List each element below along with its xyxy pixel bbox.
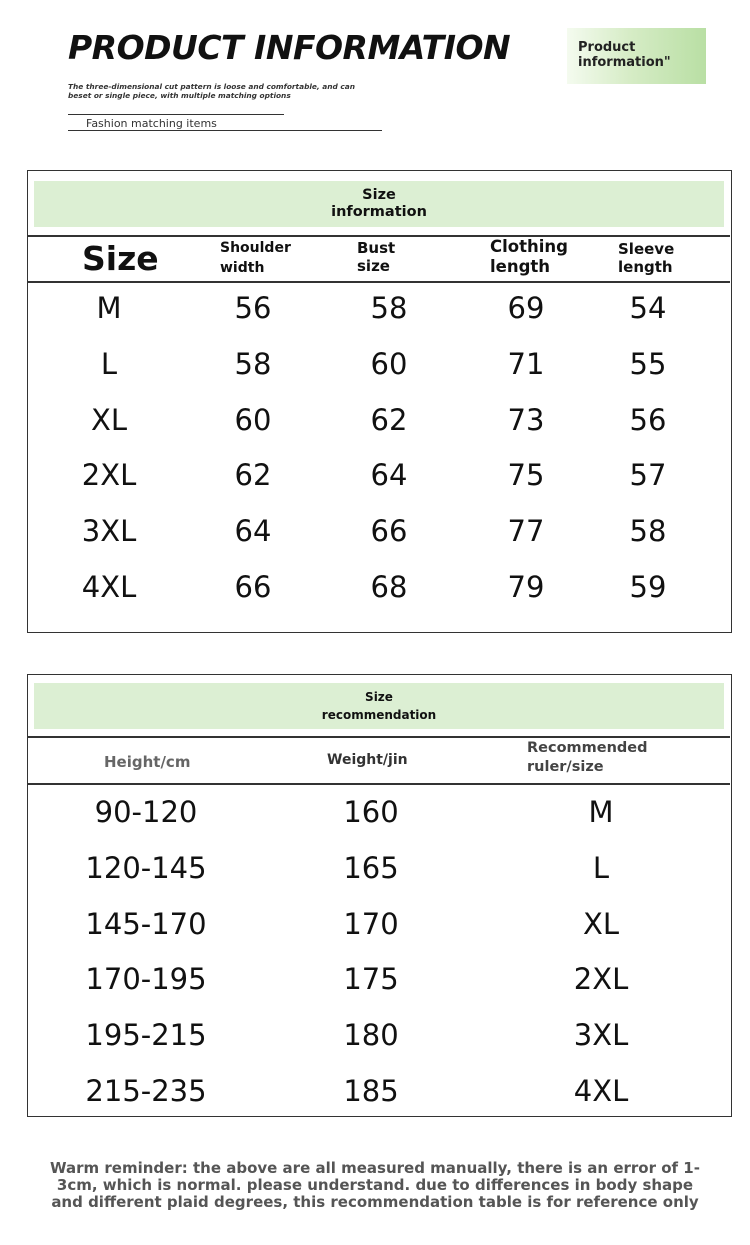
- bust-cell: 60: [370, 347, 408, 381]
- size-cell: 2XL: [81, 458, 137, 492]
- banner-label: Size information: [331, 187, 427, 220]
- column-header-size: Size: [82, 239, 159, 278]
- bust-cell: 68: [370, 570, 408, 604]
- length-cell: 73: [507, 403, 545, 437]
- recommended-size-cell: M: [588, 795, 614, 829]
- recommended-size-cell: 4XL: [573, 1074, 629, 1108]
- size-cell: M: [96, 291, 122, 325]
- sleeve-cell: 56: [629, 403, 667, 437]
- banner-label: Size recommendation: [321, 690, 437, 722]
- length-cell: 75: [507, 458, 545, 492]
- warm-reminder-note: Warm reminder: the above are all measured manually, there is an error of 1-3cm, which is normal. please understand. due to differences in body shape and different plaid degrees, this recommendation table is for reference only: [50, 1159, 700, 1211]
- size-recommendation-banner: [34, 683, 724, 729]
- length-cell: 79: [507, 570, 545, 604]
- weight-cell: 160: [343, 795, 399, 829]
- size-cell: XL: [90, 403, 128, 437]
- weight-cell: 175: [343, 962, 399, 996]
- fashion-matching-label: Fashion matching items: [86, 117, 217, 130]
- size-cell: 4XL: [81, 570, 137, 604]
- shoulder-cell: 66: [234, 570, 272, 604]
- divider: [68, 130, 382, 131]
- height-cell: 120-145: [85, 851, 207, 885]
- column-header-bust-size: Bust size: [357, 239, 396, 275]
- bust-cell: 66: [370, 514, 408, 548]
- page-subtitle: The three-dimensional cut pattern is loose and comfortable, and can beset or single piece, with multiple matching options: [68, 82, 356, 100]
- height-cell: 215-235: [85, 1074, 207, 1108]
- page-title: PRODUCT INFORMATION: [68, 28, 511, 67]
- recommended-size-cell: L: [592, 851, 610, 885]
- shoulder-cell: 58: [234, 347, 272, 381]
- bust-cell: 62: [370, 403, 408, 437]
- size-information-table: [27, 170, 732, 633]
- size-recommendation-table: [27, 674, 732, 1117]
- height-cell: 90-120: [94, 795, 198, 829]
- header-bottom-rule: [28, 281, 730, 283]
- shoulder-cell: 62: [234, 458, 272, 492]
- recommended-size-cell: 2XL: [573, 962, 629, 996]
- header-top-rule: [28, 736, 730, 738]
- bust-cell: 64: [370, 458, 408, 492]
- sleeve-cell: 59: [629, 570, 667, 604]
- column-header-shoulder-width: Shoulder width: [220, 240, 291, 276]
- recommended-size-cell: XL: [582, 907, 620, 941]
- column-header-weight: Weight/jin: [327, 752, 408, 768]
- size-information-banner: [34, 181, 724, 227]
- length-cell: 71: [507, 347, 545, 381]
- sleeve-cell: 57: [629, 458, 667, 492]
- column-header-sleeve-length: Sleeve length: [618, 240, 675, 276]
- recommended-size-cell: 3XL: [573, 1018, 629, 1052]
- height-cell: 145-170: [85, 907, 207, 941]
- column-header-height: Height/cm: [104, 753, 191, 771]
- shoulder-cell: 56: [234, 291, 272, 325]
- header-bottom-rule: [28, 783, 730, 785]
- column-header-recommended-size: Recommended ruler/size: [527, 740, 648, 775]
- size-cell: L: [100, 347, 118, 381]
- weight-cell: 180: [343, 1018, 399, 1052]
- size-cell: 3XL: [81, 514, 137, 548]
- column-header-clothing-length: Clothing length: [490, 237, 568, 276]
- bust-cell: 58: [370, 291, 408, 325]
- sleeve-cell: 54: [629, 291, 667, 325]
- height-cell: 170-195: [85, 962, 207, 996]
- product-info-badge: [567, 28, 706, 84]
- length-cell: 77: [507, 514, 545, 548]
- height-cell: 195-215: [85, 1018, 207, 1052]
- sleeve-cell: 55: [629, 347, 667, 381]
- sleeve-cell: 58: [629, 514, 667, 548]
- shoulder-cell: 60: [234, 403, 272, 437]
- weight-cell: 185: [343, 1074, 399, 1108]
- badge-label: Product information": [578, 40, 671, 70]
- shoulder-cell: 64: [234, 514, 272, 548]
- divider: [68, 114, 284, 115]
- length-cell: 69: [507, 291, 545, 325]
- weight-cell: 170: [343, 907, 399, 941]
- weight-cell: 165: [343, 851, 399, 885]
- header-top-rule: [28, 235, 730, 237]
